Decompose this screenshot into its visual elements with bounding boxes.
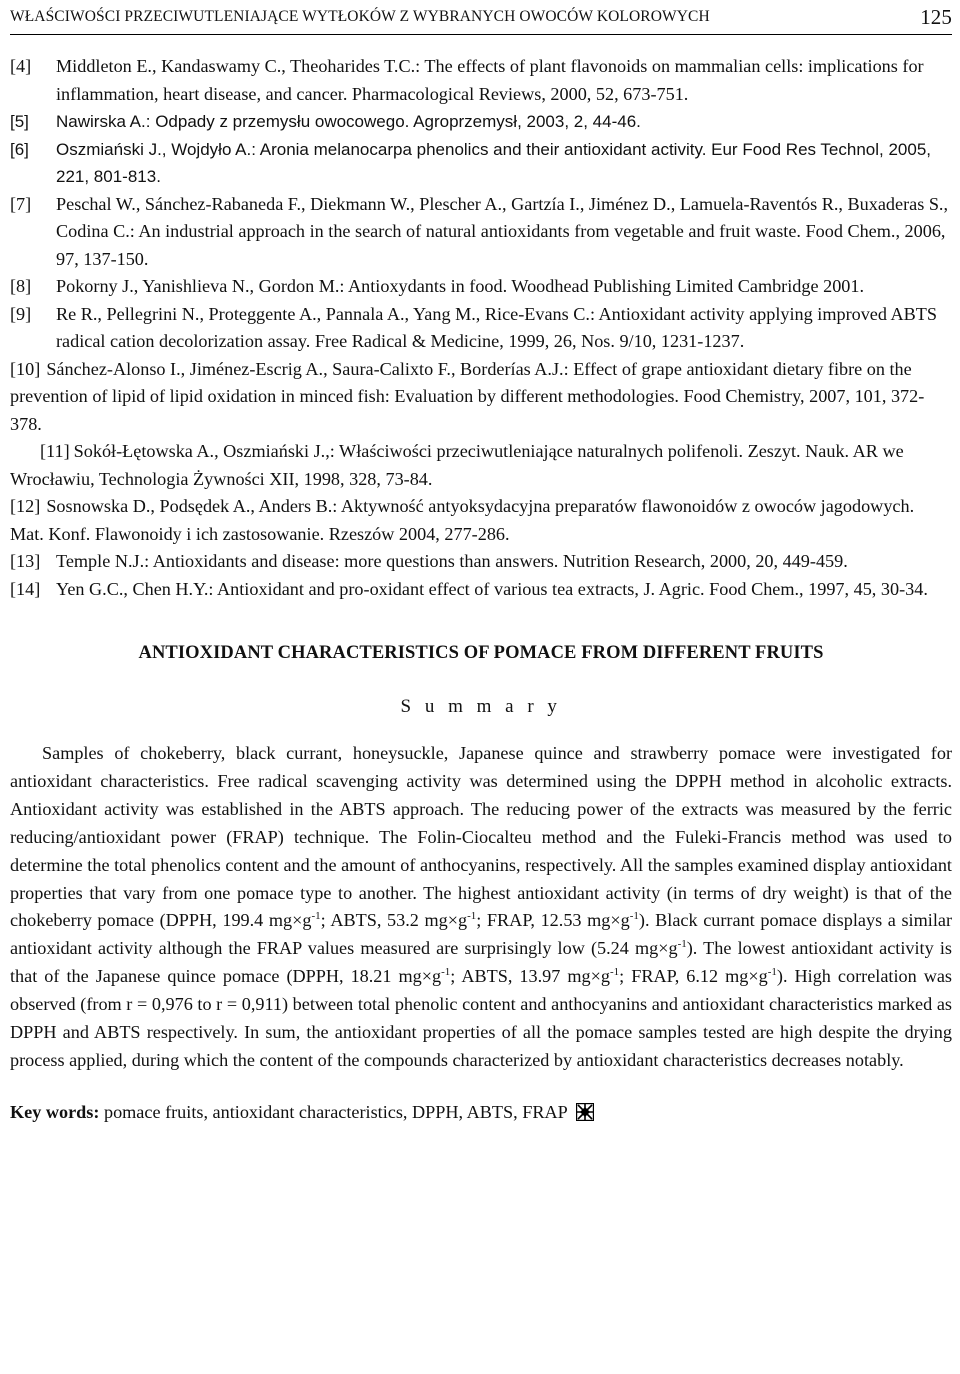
keywords-list: pomace fruits, antioxidant characteristics, DPPH, ABTS, FRAP [103, 1101, 568, 1122]
reference-item: [9] Re R., Pellegrini N., Proteggente A., Pannala A., Yang M., Rice-Evans C.: Antioxidant activity applying improved ABTS radical cation decolorization assay. Free Radical & Medicine, 1999, 26, Nos. 9/10, 1231-1237. [10, 303, 938, 351]
superscript: -1 [467, 910, 477, 923]
keywords-label: Key words: [10, 1101, 100, 1122]
end-of-article-icon [576, 1103, 594, 1121]
keywords [10, 1099, 952, 1126]
superscript: -1 [609, 966, 620, 979]
reference-list [10, 53, 952, 603]
reference-item: [6] Oszmiański J., Wojdyło A.: Aronia melanocarpa phenolics and their antioxidant activity. Eur Food Res Technol, 2005, 221, 801-813. [10, 139, 932, 186]
superscript: -1 [629, 910, 639, 923]
running-title: WŁAŚCIWOŚCI PRZECIWUTLENIAJĄCE WYTŁOKÓW Z WYBRANYCH OWOCÓW KOLOROWYCH [10, 8, 710, 25]
reference-item: [12] Sosnowska D., Podsędek A., Anders B.: Aktywność antyoksydacyjna preparatów flawonoidów z owoców jagodowych. Mat. Konf. Flawonoidy i ich zastosowanie. Rzeszów 2004, 277-286. [10, 496, 915, 544]
reference-item: [5] Nawirska A.: Odpady z przemysłu owocowego. Agroprzemysł, 2003, 2, 44-46. [10, 112, 641, 131]
reference-item: [13] Temple N.J.: Antioxidants and disease: more questions than answers. Nutrition Research, 2000, 20, 449-459. [10, 551, 848, 571]
superscript: -1 [677, 938, 687, 951]
reference-item: [14] Yen G.C., Chen H.Y.: Antioxidant and pro-oxidant effect of various tea extracts, J. Agric. Food Chem., 1997, 45, 30-34. [10, 578, 928, 599]
reference-item: [4] Middleton E., Kandaswamy C., Theoharides T.C.: The effects of plant flavonoids on mammalian cells: implications for inflammation, heart disease, and cancer. Pharmacological Reviews, 2000, 52, 673-751. [10, 56, 924, 104]
superscript: -1 [767, 966, 777, 979]
superscript: -1 [441, 966, 451, 979]
reference-item: [11] Sokół-Łętowska A., Oszmiański J.,: Właściwości przeciwutleniające naturalnych polifenoli. Zeszyt. Nauk. AR we Wrocławiu, Technologia Żywności XII, 1998, 328, 73-84. [10, 441, 904, 489]
abstract: Samples of chokeberry, black currant, honeysuckle, Japanese quince and strawberry pomace were investigated for antioxidant characteristics. Free radical scavenging activity was determined using the DPPH method in alcoholic extracts. Antioxidant activity was established in the ABTS approach. The reducing power of the extracts was measured by the ferric reducing/antioxidant power (FRAP) technique. The Folin-Ciocalteu method and the Fuleki-Francis method was used to determine the total phenolics content and the amount of anthocyanins, respectively. All the samples examined display antioxidant properties that vary from one pomace type to another. The highest antioxidant activity (in terms of dry weight) is that of the chokeberry pomace (DPPH, 199.4 $mg\times g^{-1}$; ABTS, 53.2 $mg\times g^{-1}$; FRAP, 12.53 $mg\times g^{-1}$). Black currant pomace displays a similar antioxidant activity although the FRAP values measured are surprisingly low (5.24 $mg\times g^{-1}$). The lowest antioxidant activity is that of the Japanese quince pomace (DPPH, 18.21 $mg\times g^{-1}$; ABTS, 13.97 $mg\times g^{-1}$; FRAP, 6.12 $mg\times g^{-1}$). High correlation was observed (from r = 0,976 to r = 0,911) between total phenolic content and anthocyanins and antioxidant characteristics marked as DPPH and ABTS respectively. In sum, the antioxidant properties of all the pomace samples tested are high despite the drying process applied, during which the content of the compounds characterized by antioxidant characteristics decreases notably. [10, 743, 952, 1070]
page-number: 125 [920, 5, 952, 29]
summary-heading: S u m m a r y [400, 696, 562, 717]
page [10, 0, 952, 1126]
running-header [10, 0, 952, 35]
reference-item: [8] Pokorny J., Yanishlieva N., Gordon M.: Antioxydants in food. Woodhead Publishing Limited Cambridge 2001. [10, 276, 865, 296]
article-title: ANTIOXIDANT CHARACTERISTICS OF POMACE FROM DIFFERENT FRUITS [138, 643, 824, 663]
reference-item: [10] Sánchez-Alonso I., Jiménez-Escrig A., Saura-Calixto F., Borderías A.J.: Effect of grape antioxidant dietary fibre on the prevention of lipid of lipid oxidation in minced fish: Evaluation by different methodologies. Food Chemistry, 2007, 101, 372-378. [10, 358, 925, 434]
reference-item: [7] Peschal W., Sánchez-Rabaneda F., Diekmann W., Plescher A., Gartzía I., Jiménez D., Lamuela-Raventós R., Buxaderas S., Codina C.: An industrial approach in the search of natural antioxidants from vegetable and fruit waste. Food Chem., 2006, 97, 137-150. [10, 193, 949, 269]
superscript: -1 [311, 910, 321, 923]
